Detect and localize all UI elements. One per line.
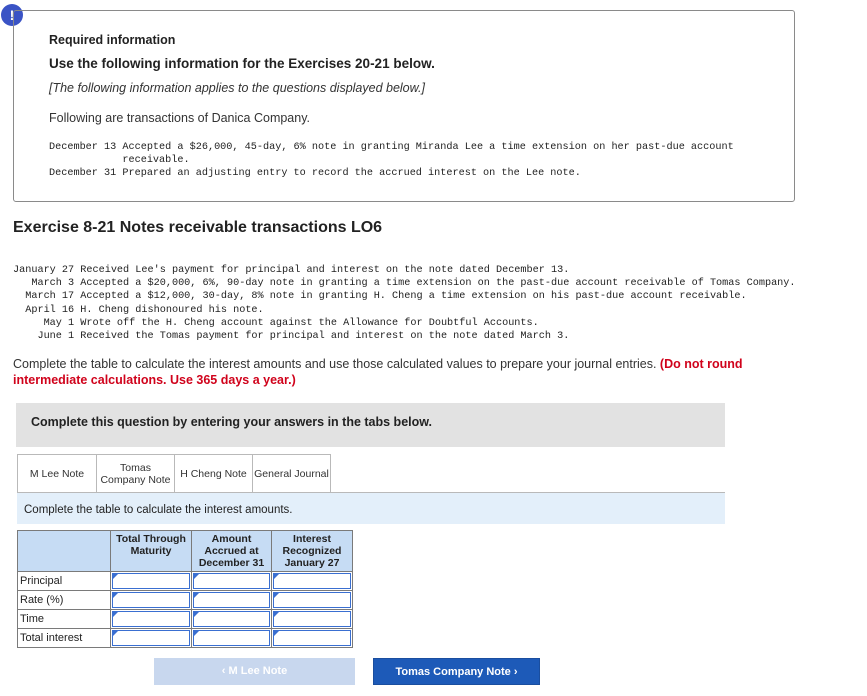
use-following-heading: Use the following information for the Exercises 20-21 below. <box>49 56 435 71</box>
question-bar <box>16 403 725 447</box>
principal-maturity-input[interactable] <box>111 572 192 591</box>
instruction-text: Complete the table to calculate the interest amounts and use those calculated values to prepare your journal entries. <box>13 357 660 371</box>
table-row-rate <box>18 591 353 610</box>
exercise-transactions: January 27 Received Lee's payment for principal and interest on the note dated December 13. March 3 Accepted a $20,000, 6%, 90-day note in granting a time extension on the past-due account receivable of Tomas Company. March 17 Accepted a $12,000, 30-day, 8% note in granting H. Cheng a time extension on his past-due account receivable. April 16 H. Cheng dishonoured his note. May 1 Wrote off the H. Cheng account against the Allowance for Doubtful Accounts. June 1 Received the Tomas payment for principal and interest on the note dated March 3. <box>13 265 796 343</box>
time-recognized-input[interactable] <box>272 610 353 629</box>
rate-recognized-input[interactable] <box>272 591 353 610</box>
table-row-time <box>18 610 353 629</box>
instructions <box>13 356 793 388</box>
transaction-december-13: December 13 Accepted a $26,000, 45-day, 6% note in granting Miranda Lee a time extension on her past-due account receivable. <box>49 142 734 166</box>
panel-instruction: Complete the table to calculate the interest amounts. <box>24 504 293 516</box>
chevron-right-icon: › <box>513 666 518 678</box>
tab-general-journal[interactable]: General Journal <box>252 454 331 493</box>
next-tab-button[interactable] <box>373 658 540 685</box>
column-header-total-through-maturity: Total Through Maturity <box>111 531 192 572</box>
interest-table <box>17 530 353 648</box>
tab-h-cheng-note[interactable]: H Cheng Note <box>174 454 253 493</box>
row-label-time: Time <box>18 610 111 629</box>
table-row-principal <box>18 572 353 591</box>
chevron-left-icon: ‹ <box>221 665 226 677</box>
total-interest-accrued-input[interactable] <box>192 629 272 648</box>
tab-m-lee-note[interactable]: M Lee Note <box>17 454 97 493</box>
exclamation-icon: ! <box>1 4 23 26</box>
rate-accrued-input[interactable] <box>192 591 272 610</box>
principal-accrued-input[interactable] <box>192 572 272 591</box>
transaction-december-31: December 31 Prepared an adjusting entry to record the accrued interest on the Lee note. <box>49 168 581 179</box>
previous-tab-label: M Lee Note <box>228 665 288 677</box>
following-transactions-text: Following are transactions of Danica Company. <box>49 111 311 125</box>
previous-tab-button[interactable] <box>154 658 355 685</box>
row-label-total-interest: Total interest <box>18 629 111 648</box>
instruction-warning: (Do not round intermediate calculations. Use 365 days a year.) <box>13 357 743 387</box>
panel-instruction-strip <box>17 492 725 524</box>
row-label-principal: Principal <box>18 572 111 591</box>
required-information-label: Required information <box>49 33 176 47</box>
table-row-total-interest <box>18 629 353 648</box>
tab-tomas-company-note[interactable]: Tomas Company Note <box>96 454 175 493</box>
table-corner <box>18 531 111 572</box>
total-interest-recognized-input[interactable] <box>272 629 353 648</box>
time-accrued-input[interactable] <box>192 610 272 629</box>
question-bar-text: Complete this question by entering your answers in the tabs below. <box>31 415 432 429</box>
column-header-interest-recognized: Interest Recognized January 27 <box>272 531 353 572</box>
next-tab-label: Tomas Company Note <box>395 666 511 678</box>
column-header-amount-accrued: Amount Accrued at December 31 <box>192 531 272 572</box>
tab-bar <box>17 454 330 493</box>
principal-recognized-input[interactable] <box>272 572 353 591</box>
total-interest-maturity-input[interactable] <box>111 629 192 648</box>
applies-note: [The following information applies to the questions displayed below.] <box>49 81 425 95</box>
row-label-rate: Rate (%) <box>18 591 111 610</box>
time-maturity-input[interactable] <box>111 610 192 629</box>
rate-maturity-input[interactable] <box>111 591 192 610</box>
exercise-title: Exercise 8-21 Notes receivable transactions LO6 <box>13 219 383 236</box>
